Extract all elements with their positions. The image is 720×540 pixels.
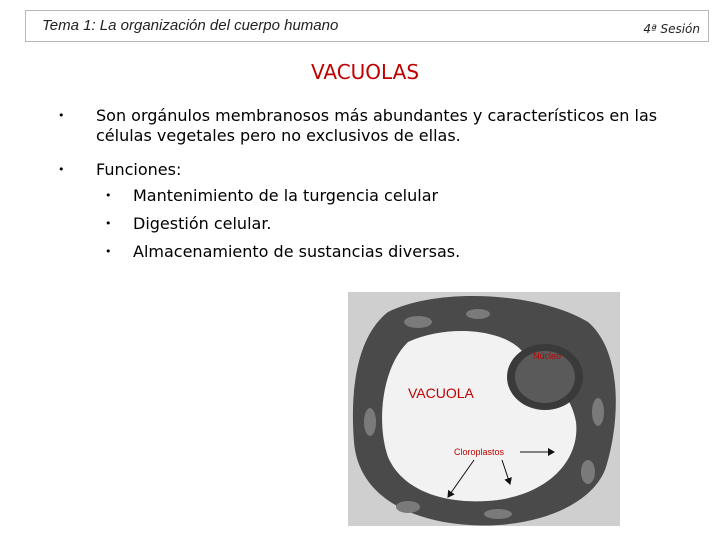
bullet-dot: •	[105, 217, 112, 230]
chloroplast	[396, 501, 420, 513]
header-title: Tema 1: La organización del cuerpo humano	[42, 17, 339, 34]
bullet-list	[58, 106, 658, 270]
bullet-item	[58, 106, 658, 146]
vacuole-micrograph	[348, 292, 620, 526]
chloroplast	[364, 408, 376, 436]
chloroplast	[592, 398, 604, 426]
sub-bullet-list	[58, 186, 658, 262]
chloroplast	[466, 309, 490, 319]
vacuole-label: VACUOLA	[408, 385, 474, 401]
bullet-dot: •	[58, 163, 65, 176]
chloroplast	[484, 509, 512, 519]
chloroplast	[581, 460, 595, 484]
nucleus-label: Núcleo	[533, 351, 562, 361]
micrograph-figure	[348, 292, 620, 526]
sub-bullet-item	[58, 186, 658, 206]
chloroplast	[404, 316, 432, 328]
bullet-dot: •	[105, 245, 112, 258]
sub-bullet-text: Mantenimiento de la turgencia celular	[133, 186, 439, 205]
session-label: 4ª Sesión	[643, 22, 700, 36]
sub-bullet-item	[58, 214, 658, 234]
header-bar	[25, 10, 709, 42]
bullet-dot: •	[58, 109, 65, 122]
bullet-dot: •	[105, 189, 112, 202]
bullet-text: Son orgánulos membranosos más abundantes y característicos en las células vegetales pero no exclusivos de ellas.	[96, 106, 658, 145]
bullet-item	[58, 160, 658, 180]
sub-bullet-text: Digestión celular.	[133, 214, 272, 233]
chloroplast-label: Cloroplastos	[454, 447, 505, 457]
slide-title: VACUOLAS	[310, 60, 420, 84]
bullet-text: Funciones:	[96, 160, 182, 179]
sub-bullet-item	[58, 242, 658, 262]
sub-bullet-text: Almacenamiento de sustancias diversas.	[133, 242, 461, 261]
